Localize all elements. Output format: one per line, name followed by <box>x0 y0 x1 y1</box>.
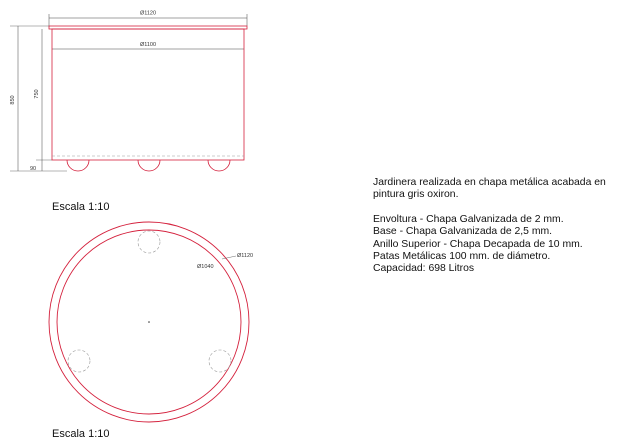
planter-body <box>52 29 244 160</box>
dim-inner-diameter: Ø1100 <box>139 42 157 48</box>
leg-position-left <box>68 350 90 372</box>
spec-line-base: Base - Chapa Galvanizada de 2,5 mm. <box>373 226 553 238</box>
dim-total-height: 850 <box>10 95 16 105</box>
plan-view <box>49 222 253 422</box>
spec-line-top-ring: Anillo Superior - Chapa Decapada de 10 mm. <box>373 238 583 250</box>
dim-top-diameter: Ø1120 <box>139 10 157 17</box>
dim-plan-outer-diameter: Ø1120 <box>237 253 254 259</box>
leg-position-right <box>209 350 231 372</box>
intro-line: Jardinera realizada en chapa metálica acabada en <box>373 177 606 188</box>
dim-leg-height: 90 <box>30 166 37 172</box>
center-point <box>148 321 150 323</box>
elevation-view <box>10 11 247 173</box>
spec-line-legs: Patas Metálicas 100 mm. de diámetro. <box>373 251 551 263</box>
top-ring <box>49 26 247 29</box>
dim-plan-inner-diameter: Ø1040 <box>197 264 214 270</box>
intro-line: pintura gris oxiron. <box>373 189 459 201</box>
spec-line-envelope: Envoltura - Chapa Galvanizada de 2 mm. <box>373 213 564 225</box>
specification-notes <box>373 177 635 276</box>
plan-scale-label: Escala 1:10 <box>52 428 110 440</box>
leg-left <box>67 160 89 171</box>
leg-center <box>138 160 160 171</box>
dim-body-height: 750 <box>34 89 40 99</box>
leg-position-top <box>138 231 160 253</box>
leg-right <box>208 160 230 171</box>
elevation-scale-label: Escala 1:10 <box>52 201 110 213</box>
spec-line-capacity: Capacidad: 698 Litros <box>373 263 475 275</box>
